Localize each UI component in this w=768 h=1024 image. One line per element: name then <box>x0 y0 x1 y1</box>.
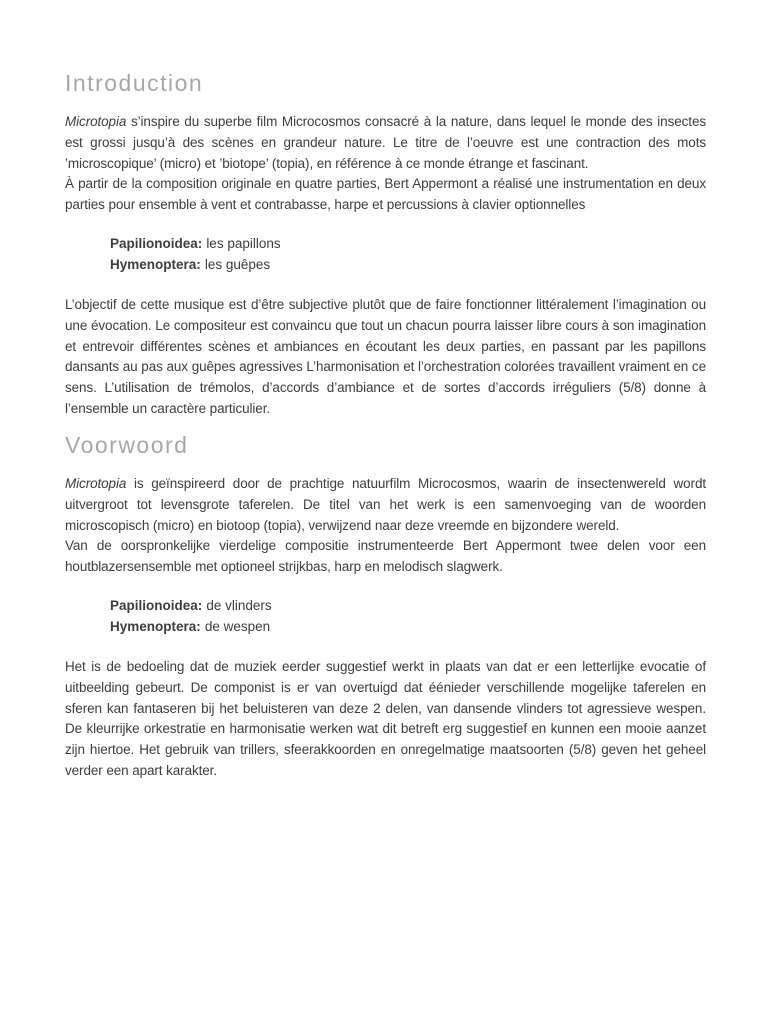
term-row <box>110 254 706 276</box>
intro-paragraph-fr-text: s’inspire du superbe film Microcosmos consacré à la nature, dans lequel le monde des insectes est grossi jusqu’à des scènes en grandeur nature. Le titre de l’oeuvre est une contraction des mots ’microscopique’ (micro) et ’biotope’ (topia), en référence à ce monde étrange et fascinant. <box>65 114 706 171</box>
work-title-italic: Microtopia <box>65 476 127 491</box>
section-voorwoord <box>65 432 706 782</box>
term-list-fr <box>110 233 706 276</box>
term-row <box>110 595 706 617</box>
term-definition: les papillons <box>206 235 281 251</box>
intro-paragraph-nl-text: is geïnspireerd door de prachtige natuurfilm Microcosmos, waarin de insectenwereld wordt uitvergroot tot levensgrote taferelen. De titel van het werk is een samenvoeging van de woorden microscopisch (micro) en biotoop (topia), verwijzend naar deze vreemde en bijzondere wereld. <box>65 476 706 533</box>
work-title-italic: Microtopia <box>65 114 127 129</box>
intro-paragraph-fr <box>65 112 706 174</box>
intro-paragraph-nl <box>65 474 706 536</box>
term-row <box>110 233 706 255</box>
section-heading-introduction: Introduction <box>65 70 204 96</box>
second-paragraph-fr: À partir de la composition originale en quatre parties, Bert Appermont a réalisé une instrumentation en deux parties pour ensemble à vent et contrabasse, harpe et percussions à clavier optionnelles <box>65 176 706 213</box>
term-row <box>110 616 706 638</box>
term-definition: les guêpes <box>204 257 271 273</box>
section-heading-voorwoord: Voorwoord <box>65 432 189 458</box>
term-definition: de vlinders <box>206 597 272 613</box>
term-definition: de wespen <box>204 619 271 635</box>
term-list-nl <box>110 595 706 638</box>
term-label: Hymenoptera: <box>110 619 201 635</box>
section-introduction <box>65 70 706 420</box>
term-label: Papilionoidea: <box>110 235 203 251</box>
closing-paragraph-fr: L’objectif de cette musique est d’être subjective plutôt que de faire fonctionner littéralement l’imagination ou une évocation. Le compositeur est convaincu que tout un chacun pourra laisser libre cours à son imagination et entrevoir différentes scènes et ambiances en écoutant les deux parties, en passant par les papillons dansants au pas aux guêpes agressives L’harmonisation et l’orchestration colorées travaillent vraiment en ce sens. L’utilisation de trémolos, d’accords d’ambiance et de sortes d’accords irréguliers (5/8) donne à l’ensemble un caractère particulier. <box>65 296 706 416</box>
term-label: Papilionoidea: <box>110 597 203 613</box>
closing-paragraph-nl: Het is de bedoeling dat de muziek eerder suggestief werkt in plaats van dat er een letterlijke evocatie of uitbeelding gebeurt. De componist is er van overtuigd dat éénieder verschillende mogelijke taferelen en sferen kan fantaseren bij het beluisteren van deze 2 delen, van dansende vlinders tot agressieve wespen. De kleurrijke orkestratie en harmonisatie werken wat dit betreft erg suggestief en kunnen een mooie aanzet zijn hiertoe. Het gebruik van trillers, sfeerakkoorden en onregelmatige maatsoorten (5/8) geven het geheel verder een apart karakter. <box>65 658 706 778</box>
second-paragraph-nl: Van de oorspronkelijke vierdelige compositie instrumenteerde Bert Appermont twee delen voor een houtblazersensemble met optioneel strijkbas, harp en melodisch slagwerk. <box>65 538 706 575</box>
term-label: Hymenoptera: <box>110 257 201 273</box>
